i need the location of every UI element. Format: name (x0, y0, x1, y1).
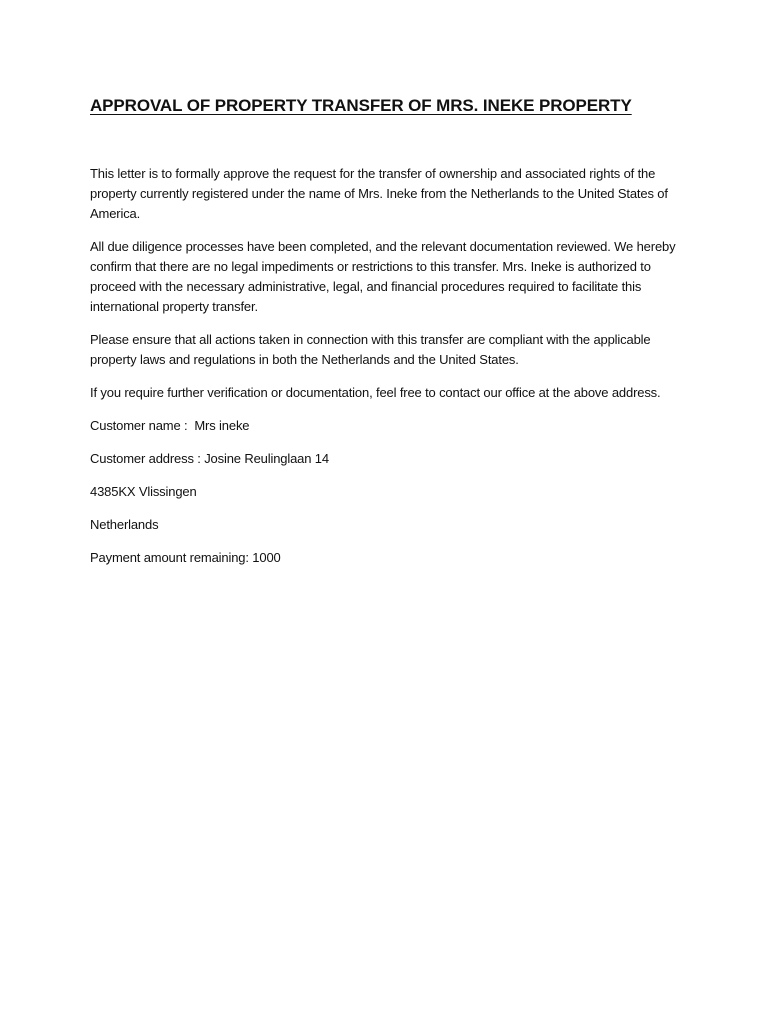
payment-remaining-line: Payment amount remaining: 1000 (90, 550, 281, 565)
paragraph-due-diligence: All due diligence processes have been completed, and the relevant documentation reviewed. We hereby confirm that there are no legal impediments or restrictions to this transfer. Mrs. Ineke is authorized to proceed with the necessary administrative, legal, and financial procedures required to facilitate this international property transfer. (90, 239, 676, 314)
customer-address-line: Customer address : Josine Reulinglaan 14 (90, 451, 329, 466)
paragraph-approval: This letter is to formally approve the request for the transfer of ownership and associated rights of the property currently registered under the name of Mrs. Ineke from the Netherlands to the United States of America. (90, 166, 668, 221)
customer-name-line: Customer name : Mrs ineke (90, 418, 250, 433)
document-content (90, 94, 686, 581)
postal-city-line: 4385KX Vlissingen (90, 484, 197, 499)
paragraph-compliance: Please ensure that all actions taken in connection with this transfer are compliant with the applicable property laws and regulations in both the Netherlands and the United States. (90, 332, 651, 367)
country-line: Netherlands (90, 517, 159, 532)
document-title: APPROVAL OF PROPERTY TRANSFER OF MRS. INEKE PROPERTY (90, 96, 632, 115)
paragraph-contact: If you require further verification or documentation, feel free to contact our office at the above address. (90, 385, 661, 400)
